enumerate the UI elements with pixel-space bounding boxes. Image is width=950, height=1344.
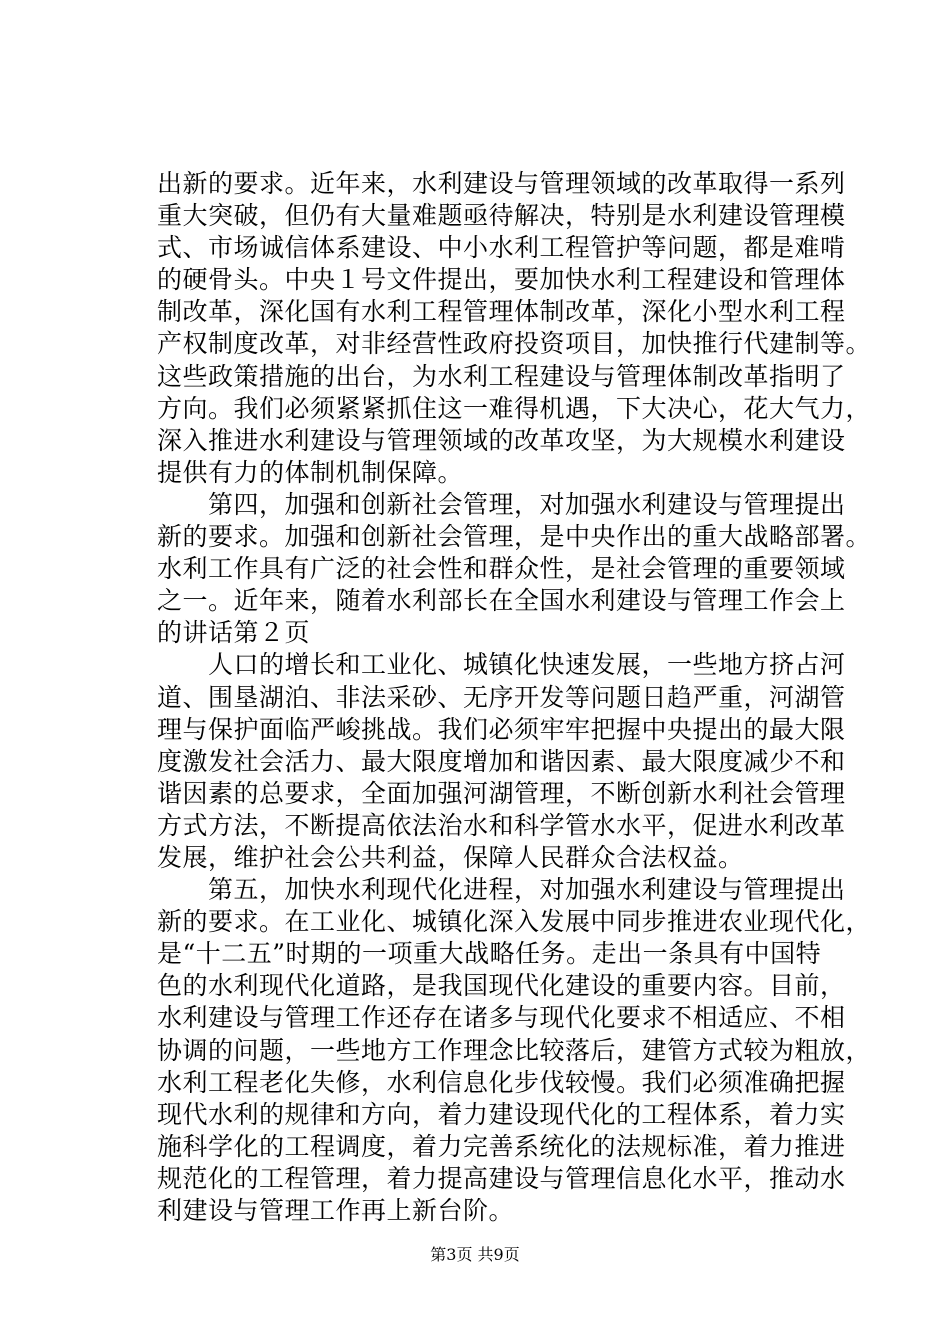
text-line: 第五，加快水利现代化进程，对加强水利建设与管理提出	[157, 875, 846, 905]
text-line: 重大突破，但仍有大量难题亟待解决，特别是水利建设管理模	[157, 201, 846, 231]
page-number-footer: 第3页 共9页	[430, 1245, 520, 1264]
text-line: 施科学化的工程调度，着力完善系统化的法规标准，着力推进	[157, 1131, 846, 1161]
text-line: 之一。近年来，随着水利部长在全国水利建设与管理工作会上	[157, 586, 846, 616]
text-line: 道、围垦湖泊、非法采砂、无序开发等问题日趋严重，河湖管	[157, 682, 846, 712]
text-line: 方向。我们必须紧紧抓住这一难得机遇，下大决心，花大气力，	[157, 393, 872, 423]
text-line: 的硬骨头。中央１号文件提出，要加快水利工程建设和管理体	[157, 265, 846, 295]
text-line: 提供有力的体制机制保障。	[157, 457, 464, 487]
text-line: 度激发社会活力、最大限度增加和谐因素、最大限度减少不和	[157, 746, 846, 776]
document-body	[157, 168, 872, 1227]
text-line: 协调的问题，一些地方工作理念比较落后，建管方式较为粗放，	[157, 1035, 872, 1065]
text-line: 方式方法，不断提高依法治水和科学管水水平，促进水利改革	[157, 810, 846, 840]
text-line: 第四，加强和创新社会管理，对加强水利建设与管理提出	[157, 489, 846, 519]
text-line: 是“十二五”时期的一项重大战略任务。走出一条具有中国特	[157, 939, 822, 969]
text-line: 利建设与管理工作再上新台阶。	[157, 1196, 515, 1225]
text-line: 水利工程老化失修，水利信息化步伐较慢。我们必须准确把握	[157, 1067, 846, 1097]
text-line: 谐因素的总要求，全面加强河湖管理，不断创新水利社会管理	[157, 778, 846, 808]
text-line: 水利工作具有广泛的社会性和群众性，是社会管理的重要领域	[157, 554, 846, 584]
text-line: 这些政策措施的出台，为水利工程建设与管理体制改革指明了	[157, 361, 846, 391]
text-line: 的讲话第２页	[157, 618, 311, 648]
text-line: 水利建设与管理工作还存在诸多与现代化要求不相适应、不相	[157, 1003, 846, 1033]
text-line: 规范化的工程管理，着力提高建设与管理信息化水平，推动水	[157, 1163, 846, 1193]
text-line: 人口的增长和工业化、城镇化快速发展，一些地方挤占河	[157, 650, 846, 680]
text-line: 新的要求。在工业化、城镇化深入发展中同步推进农业现代化，	[157, 907, 872, 937]
text-line: 现代水利的规律和方向，着力建设现代化的工程体系，着力实	[157, 1099, 846, 1129]
text-line: 新的要求。加强和创新社会管理，是中央作出的重大战略部署。	[157, 522, 872, 552]
text-line: 产权制度改革，对非经营性政府投资项目，加快推行代建制等。	[157, 329, 872, 359]
text-line: 理与保护面临严峻挑战。我们必须牢牢把握中央提出的最大限	[157, 714, 846, 744]
text-line: 制改革，深化国有水利工程管理体制改革，深化小型水利工程	[157, 297, 846, 327]
text-line: 出新的要求。近年来，水利建设与管理领域的改革取得一系列	[157, 169, 846, 198]
text-line: 色的水利现代化道路，是我国现代化建设的重要内容。目前，	[157, 971, 846, 1001]
text-line: 式、市场诚信体系建设、中小水利工程管护等问题，都是难啃	[157, 233, 846, 263]
text-line: 深入推进水利建设与管理领域的改革攻坚，为大规模水利建设	[157, 425, 846, 455]
text-line: 发展，维护社会公共利益，保障人民群众合法权益。	[157, 842, 744, 872]
